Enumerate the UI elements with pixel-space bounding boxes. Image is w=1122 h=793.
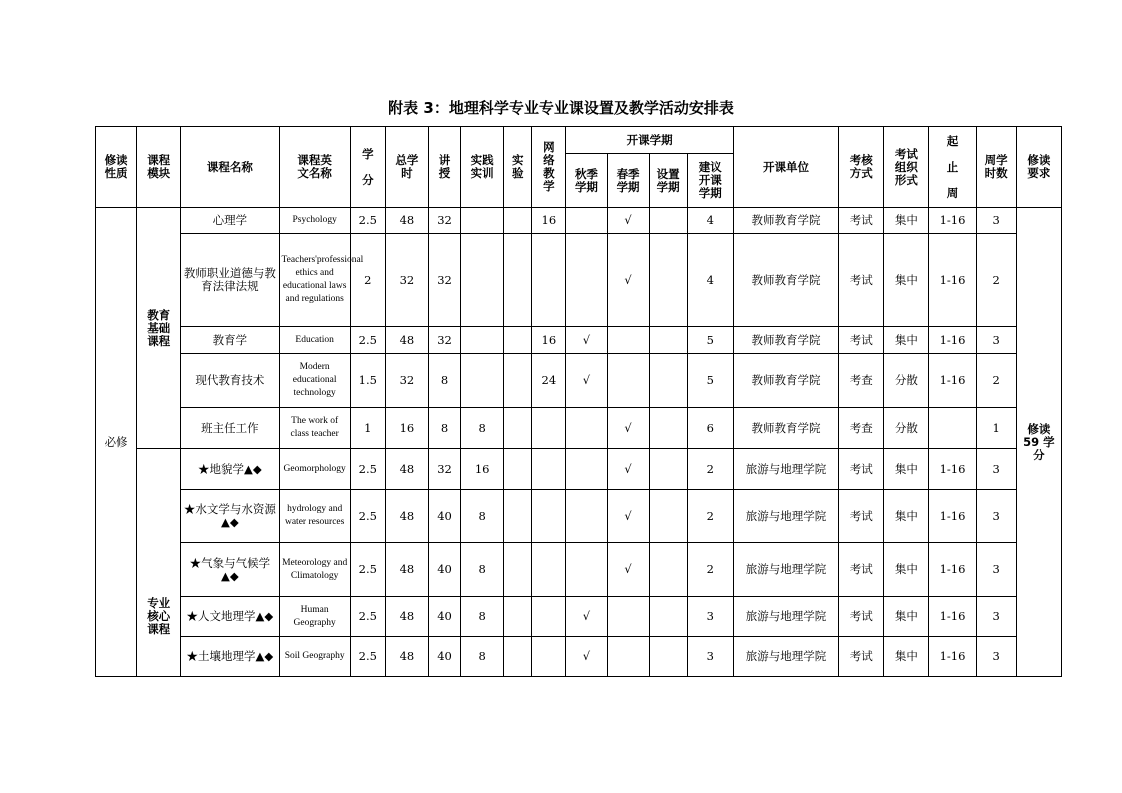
weeks: 1-16 (929, 354, 976, 408)
total-hours: 48 (385, 597, 428, 637)
credit: 2.5 (350, 490, 385, 543)
table-row (96, 490, 1062, 543)
course-name: ★人文地理学▲◆ (181, 597, 279, 637)
practice-hours: 8 (461, 637, 504, 677)
unit: 教师教育学院 (733, 408, 838, 449)
weeks: 1-16 (929, 637, 976, 677)
exam-mode: 考试 (839, 327, 884, 354)
module-core-cell: 专业 核心 课程 (137, 449, 181, 677)
page-title: 附表 3：地理科学专业专业课设置及教学活动安排表 (388, 99, 734, 117)
weeks: 1-16 (929, 234, 976, 327)
autumn-mark (566, 208, 607, 234)
online-hours (532, 408, 566, 449)
setup-semester (649, 234, 687, 327)
weeks: 1-16 (929, 208, 976, 234)
setup-semester (649, 637, 687, 677)
total-hours: 48 (385, 543, 428, 597)
credit: 2.5 (350, 637, 385, 677)
course-name: 班主任工作 (181, 408, 279, 449)
weekly-hours: 2 (976, 234, 1016, 327)
weeks: 1-16 (929, 490, 976, 543)
lecture-hours: 8 (428, 408, 460, 449)
exam-form: 集中 (884, 327, 929, 354)
autumn-mark: √ (566, 597, 607, 637)
credit: 2.5 (350, 449, 385, 490)
lecture-hours: 32 (428, 234, 460, 327)
exam-mode: 考查 (839, 408, 884, 449)
exam-mode: 考试 (839, 490, 884, 543)
spring-mark (607, 354, 649, 408)
header-practice: 实践 实训 (461, 127, 504, 208)
header-requirement: 修读 要求 (1016, 127, 1061, 208)
setup-semester (649, 449, 687, 490)
experiment-hours (504, 637, 532, 677)
autumn-mark (566, 449, 607, 490)
exam-mode: 考试 (839, 449, 884, 490)
autumn-mark (566, 408, 607, 449)
autumn-mark: √ (566, 354, 607, 408)
header-unit: 开课单位 (733, 127, 838, 208)
weekly-hours: 3 (976, 597, 1016, 637)
online-hours: 24 (532, 354, 566, 408)
total-hours: 48 (385, 208, 428, 234)
setup-semester (649, 408, 687, 449)
weeks: 1-16 (929, 327, 976, 354)
spring-mark (607, 637, 649, 677)
header-suggested: 建议 开课 学期 (687, 154, 733, 208)
suggested-semester: 5 (687, 327, 733, 354)
spring-mark: √ (607, 449, 649, 490)
suggested-semester: 3 (687, 597, 733, 637)
practice-hours (461, 354, 504, 408)
header-total-hours: 总学 时 (385, 127, 428, 208)
header-autumn: 秋季 学期 (566, 154, 607, 208)
table-row (96, 327, 1062, 354)
course-english-name: The work of class teacher (279, 408, 350, 449)
suggested-semester: 3 (687, 637, 733, 677)
online-hours: 16 (532, 327, 566, 354)
lecture-hours: 32 (428, 208, 460, 234)
module-edu-cell: 教育 基础 课程 (137, 208, 181, 449)
weeks: 1-16 (929, 597, 976, 637)
course-english-name: Soil Geography (279, 637, 350, 677)
spring-mark: √ (607, 234, 649, 327)
total-hours: 48 (385, 490, 428, 543)
table-row (96, 354, 1062, 408)
weeks: 1-16 (929, 449, 976, 490)
exam-form: 集中 (884, 490, 929, 543)
header-nature: 修读 性质 (96, 127, 137, 208)
online-hours (532, 597, 566, 637)
header-semester-group: 开课学期 (566, 127, 734, 154)
practice-hours: 8 (461, 408, 504, 449)
suggested-semester: 6 (687, 408, 733, 449)
exam-mode: 考试 (839, 597, 884, 637)
lecture-hours: 32 (428, 327, 460, 354)
unit: 旅游与地理学院 (733, 543, 838, 597)
table-row (96, 234, 1062, 327)
credit: 2.5 (350, 327, 385, 354)
experiment-hours (504, 490, 532, 543)
exam-form: 集中 (884, 637, 929, 677)
course-name: ★土壤地理学▲◆ (181, 637, 279, 677)
practice-hours (461, 234, 504, 327)
unit: 旅游与地理学院 (733, 449, 838, 490)
setup-semester (649, 597, 687, 637)
header-exam-form: 考试 组织 形式 (884, 127, 929, 208)
setup-semester (649, 543, 687, 597)
credit: 2.5 (350, 543, 385, 597)
exam-form: 集中 (884, 234, 929, 327)
total-hours: 32 (385, 234, 428, 327)
course-table (95, 126, 1062, 677)
experiment-hours (504, 234, 532, 327)
credit: 2.5 (350, 597, 385, 637)
header-lecture: 讲 授 (428, 127, 460, 208)
exam-form: 集中 (884, 597, 929, 637)
practice-hours (461, 327, 504, 354)
course-name: ★气象与气候学▲◆ (181, 543, 279, 597)
course-name: ★地貌学▲◆ (181, 449, 279, 490)
unit: 教师教育学院 (733, 327, 838, 354)
credit: 1 (350, 408, 385, 449)
exam-form: 集中 (884, 543, 929, 597)
unit: 旅游与地理学院 (733, 490, 838, 543)
header-weeks: 起 止 周 (929, 127, 976, 208)
course-english-name: Education (279, 327, 350, 354)
online-hours (532, 449, 566, 490)
unit: 教师教育学院 (733, 354, 838, 408)
autumn-mark: √ (566, 637, 607, 677)
course-name: ★水文学与水资源▲◆ (181, 490, 279, 543)
autumn-mark (566, 490, 607, 543)
lecture-hours: 8 (428, 354, 460, 408)
course-english-name: Geomorphology (279, 449, 350, 490)
course-english-name: Psychology (279, 208, 350, 234)
table-row (96, 597, 1062, 637)
exam-form: 分散 (884, 354, 929, 408)
weekly-hours: 3 (976, 637, 1016, 677)
course-name: 现代教育技术 (181, 354, 279, 408)
table-row (96, 543, 1062, 597)
weeks: 1-16 (929, 543, 976, 597)
exam-mode: 考试 (839, 234, 884, 327)
spring-mark: √ (607, 208, 649, 234)
table-row (96, 637, 1062, 677)
total-hours: 48 (385, 637, 428, 677)
course-english-name: Meteorology and Climatology (279, 543, 350, 597)
course-name: 教育学 (181, 327, 279, 354)
course-english-name: Modern educational technology (279, 354, 350, 408)
nature-cell: 必修 (96, 208, 137, 677)
suggested-semester: 4 (687, 234, 733, 327)
header-english-name: 课程英 文名称 (279, 127, 350, 208)
experiment-hours (504, 208, 532, 234)
credit: 2 (350, 234, 385, 327)
course-name: 教师职业道德与教育法律法规 (181, 234, 279, 327)
setup-semester (649, 327, 687, 354)
unit: 旅游与地理学院 (733, 597, 838, 637)
practice-hours: 8 (461, 597, 504, 637)
table-row (96, 408, 1062, 449)
course-english-name: Teachers'professional ethics and educational laws and regulations (279, 234, 350, 327)
spring-mark: √ (607, 543, 649, 597)
total-hours: 16 (385, 408, 428, 449)
online-hours (532, 543, 566, 597)
total-hours: 32 (385, 354, 428, 408)
spring-mark (607, 327, 649, 354)
practice-hours: 16 (461, 449, 504, 490)
weekly-hours: 3 (976, 208, 1016, 234)
practice-hours: 8 (461, 490, 504, 543)
header-online: 网 络 教 学 (532, 127, 566, 208)
total-hours: 48 (385, 449, 428, 490)
online-hours: 16 (532, 208, 566, 234)
lecture-hours: 32 (428, 449, 460, 490)
practice-hours: 8 (461, 543, 504, 597)
unit: 教师教育学院 (733, 208, 838, 234)
exam-form: 集中 (884, 449, 929, 490)
exam-form: 分散 (884, 408, 929, 449)
course-name: 心理学 (181, 208, 279, 234)
lecture-hours: 40 (428, 543, 460, 597)
weekly-hours: 2 (976, 354, 1016, 408)
requirement-cell: 修读 59 学 分 (1016, 208, 1061, 677)
header-setup: 设置 学期 (649, 154, 687, 208)
autumn-mark (566, 234, 607, 327)
online-hours (532, 637, 566, 677)
course-english-name: Human Geography (279, 597, 350, 637)
weekly-hours: 3 (976, 543, 1016, 597)
setup-semester (649, 208, 687, 234)
weekly-hours: 3 (976, 327, 1016, 354)
header-module: 课程 模块 (137, 127, 181, 208)
suggested-semester: 2 (687, 543, 733, 597)
experiment-hours (504, 597, 532, 637)
setup-semester (649, 354, 687, 408)
suggested-semester: 2 (687, 490, 733, 543)
weekly-hours: 3 (976, 449, 1016, 490)
header-course-name: 课程名称 (181, 127, 279, 208)
unit: 旅游与地理学院 (733, 637, 838, 677)
spring-mark: √ (607, 490, 649, 543)
credit: 1.5 (350, 354, 385, 408)
lecture-hours: 40 (428, 637, 460, 677)
weekly-hours: 3 (976, 490, 1016, 543)
practice-hours (461, 208, 504, 234)
spring-mark (607, 597, 649, 637)
spring-mark: √ (607, 408, 649, 449)
experiment-hours (504, 327, 532, 354)
online-hours (532, 490, 566, 543)
header-spring: 春季 学期 (607, 154, 649, 208)
header-credit: 学 分 (350, 127, 385, 208)
experiment-hours (504, 449, 532, 490)
experiment-hours (504, 354, 532, 408)
table-row (96, 449, 1062, 490)
lecture-hours: 40 (428, 490, 460, 543)
exam-mode: 考试 (839, 543, 884, 597)
suggested-semester: 5 (687, 354, 733, 408)
table-row (96, 208, 1062, 234)
credit: 2.5 (350, 208, 385, 234)
weekly-hours: 1 (976, 408, 1016, 449)
header-experiment: 实 验 (504, 127, 532, 208)
unit: 教师教育学院 (733, 234, 838, 327)
autumn-mark: √ (566, 327, 607, 354)
exam-mode: 考试 (839, 208, 884, 234)
course-english-name: hydrology and water resources (279, 490, 350, 543)
weeks (929, 408, 976, 449)
experiment-hours (504, 543, 532, 597)
autumn-mark (566, 543, 607, 597)
online-hours (532, 234, 566, 327)
exam-mode: 考查 (839, 354, 884, 408)
experiment-hours (504, 408, 532, 449)
header-weekly-hours: 周学 时数 (976, 127, 1016, 208)
exam-form: 集中 (884, 208, 929, 234)
setup-semester (649, 490, 687, 543)
suggested-semester: 4 (687, 208, 733, 234)
exam-mode: 考试 (839, 637, 884, 677)
suggested-semester: 2 (687, 449, 733, 490)
header-exam-mode: 考核 方式 (839, 127, 884, 208)
total-hours: 48 (385, 327, 428, 354)
lecture-hours: 40 (428, 597, 460, 637)
